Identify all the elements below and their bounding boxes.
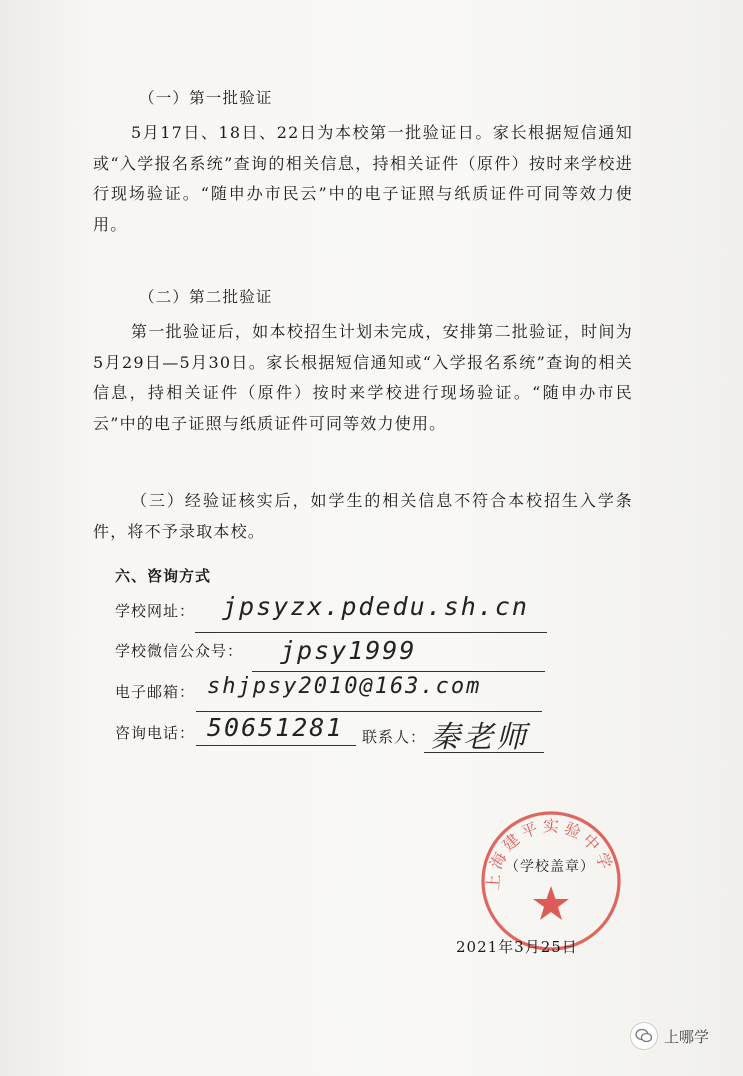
wechat-underline: [252, 671, 545, 672]
phone-label: 咨询电话：: [115, 724, 196, 742]
phone-underline: [196, 745, 356, 746]
batch1-paragraph: 5月17日、18日、22日为本校第一批验证日。家长根据短信通知或“入学报名系统”查询的相关信息，持相关证件（原件）按时来学校进行现场验证。“随申办市民云”中的电子证照与纸质证件可同等效力使用。: [93, 123, 633, 235]
document-date: 2021年3月25日: [456, 938, 578, 956]
item3-paragraph: （三）经验证核实后，如学生的相关信息不符合本校招生入学条件，将不予录取本校。: [93, 491, 633, 541]
person-underline: [424, 752, 544, 753]
contact-person-handwritten: 秦老师: [430, 720, 529, 755]
phone-handwritten: 50651281: [207, 713, 344, 742]
website-handwritten: jpsyzx.pdedu.sh.cn: [222, 592, 529, 621]
contact-section-title: 六、咨询方式: [115, 567, 212, 585]
seal-ring-text: 上海建平实验中学: [483, 816, 617, 891]
seal-star-icon: [533, 886, 569, 920]
email-label: 电子邮箱：: [115, 683, 196, 701]
contact-person-label: 联系人：: [362, 728, 427, 746]
website-underline: [195, 632, 547, 633]
wechat-label: 学校微信公众号：: [115, 642, 244, 660]
batch1-heading: （一）第一批验证: [139, 89, 273, 107]
watermark: [630, 1022, 709, 1050]
seal-label: （学校盖章）: [505, 859, 595, 875]
wechat-handwritten: jpsy1999: [280, 636, 417, 665]
batch2-heading: （二）第二批验证: [139, 288, 273, 306]
email-handwritten: shjpsy2010@163.com: [207, 674, 482, 699]
school-seal: [476, 806, 626, 956]
watermark-text: 上哪学: [664, 1027, 710, 1046]
batch2-paragraph: 第一批验证后，如本校招生计划未完成，安排第二批验证，时间为5月29日—5月30日。家长根据短信通知或“入学报名系统”查询的相关信息，持相关证件（原件）按时来学校进行现场验证。“随申办市民云”中的电子证照与纸质证件可同等效力使用。: [93, 322, 633, 434]
wechat-icon: [630, 1022, 658, 1050]
website-label: 学校网址：: [115, 602, 196, 620]
